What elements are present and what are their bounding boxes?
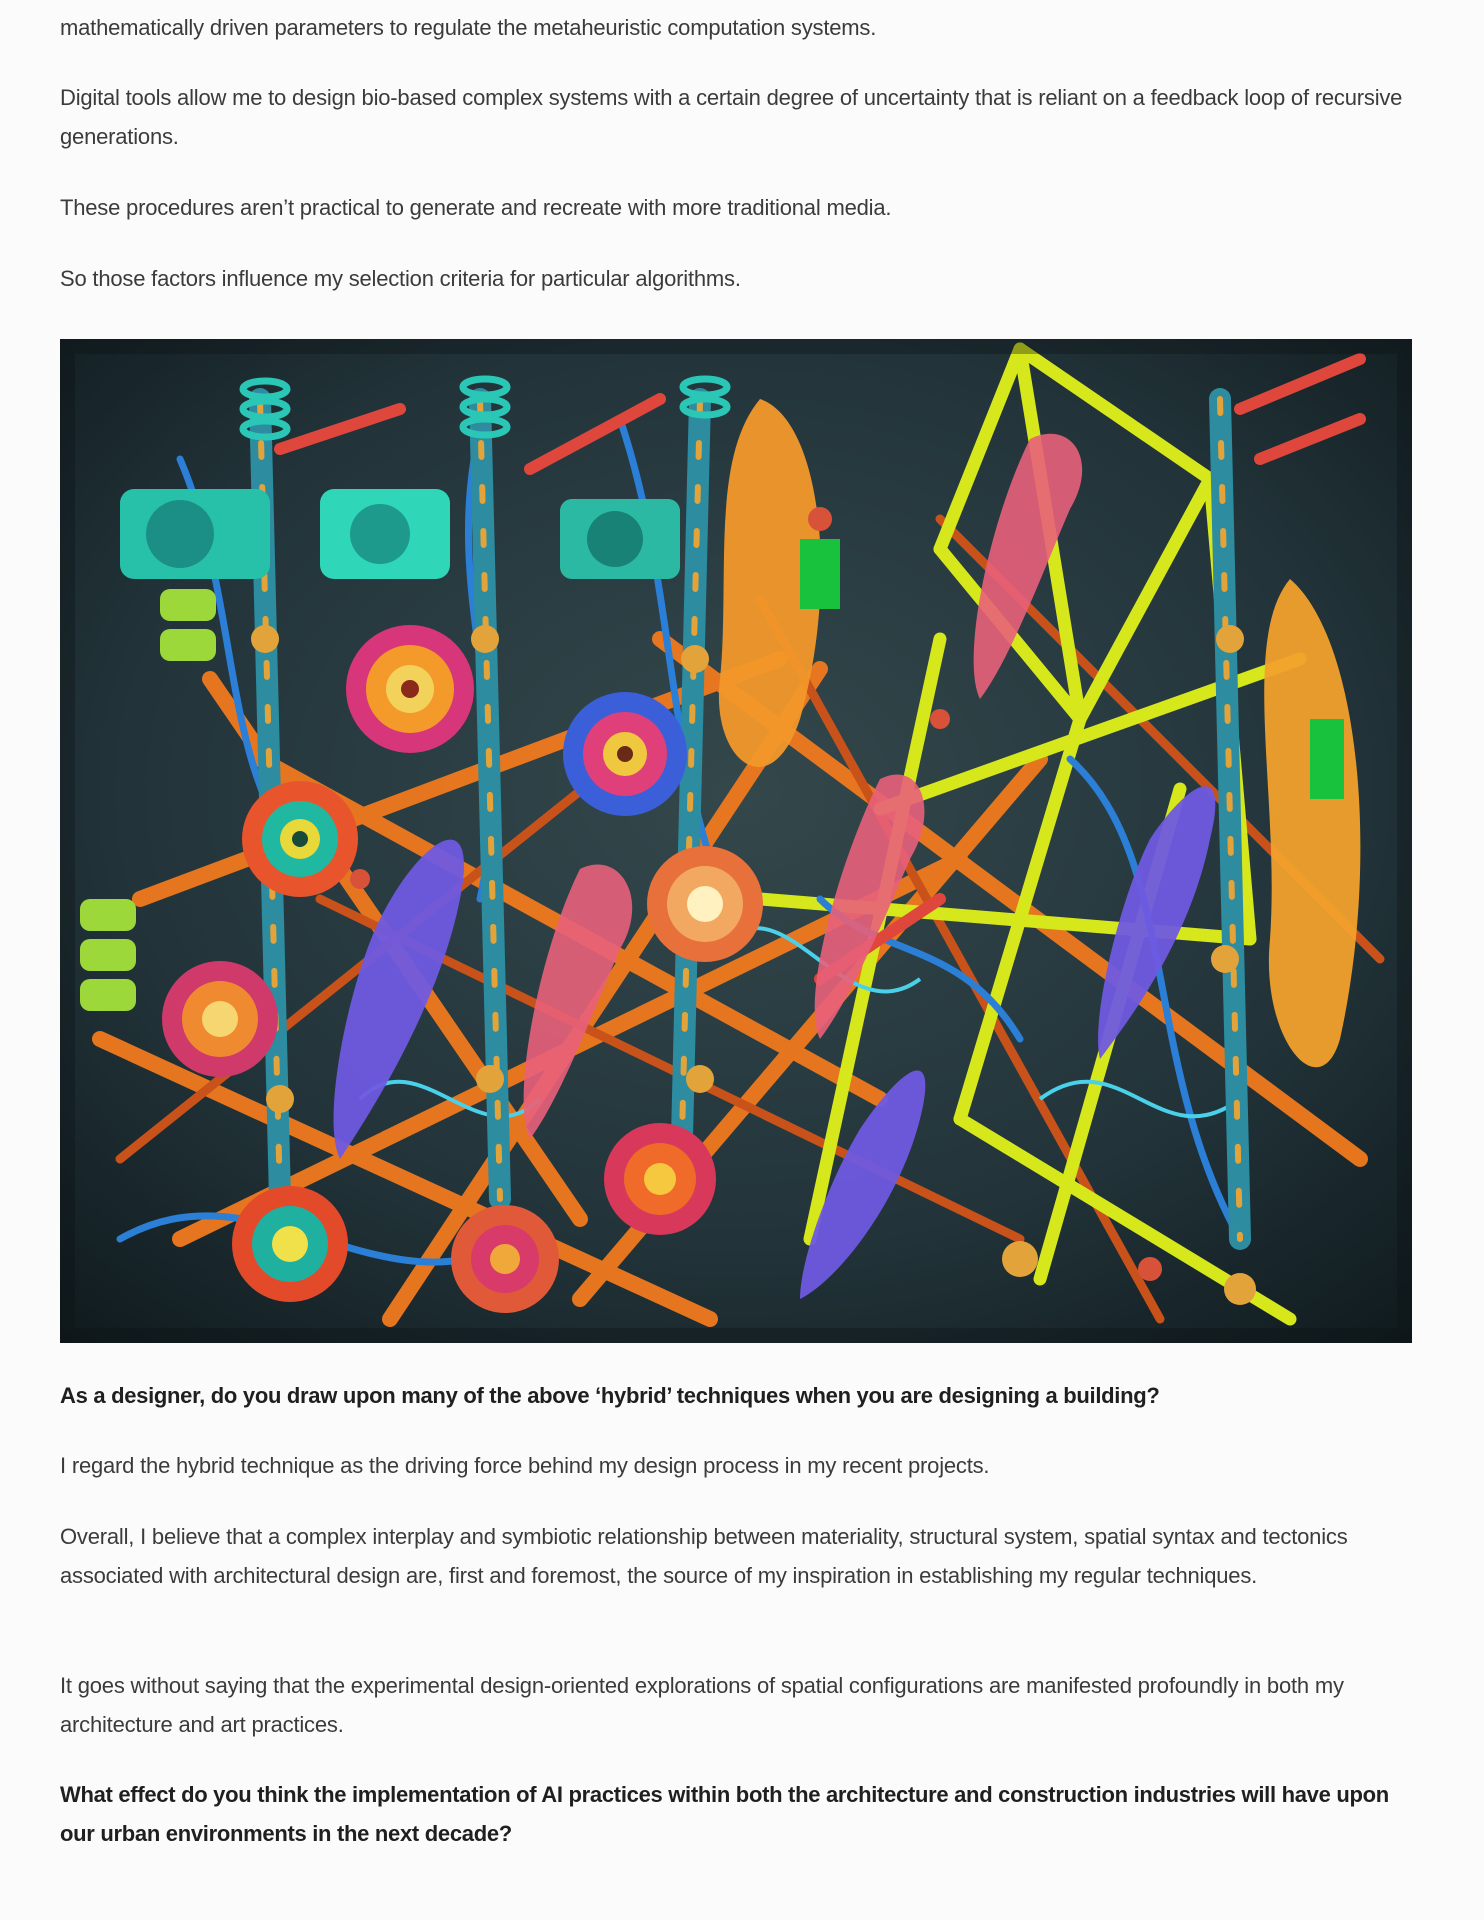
paragraph-metaheuristic: mathematically driven parameters to regulate the metaheuristic computation systems.: [60, 15, 877, 40]
question-hybrid-techniques: As a designer, do you draw upon many of the above ‘hybrid’ techniques when you are designing a building?: [60, 1383, 1160, 1408]
paragraph-selection-criteria: So those factors influence my selection criteria for particular algorithms.: [60, 266, 741, 291]
paragraph-spatial-configurations: It goes without saying that the experimental design-oriented explorations of spatial configurations are manifested profoundly in both my architecture and art practices.: [60, 1673, 1344, 1737]
paragraph-traditional-media: These procedures aren’t practical to generate and recreate with more traditional media.: [60, 195, 892, 220]
artwork-illustration: [60, 339, 1412, 1343]
paragraph-digital-tools: Digital tools allow me to design bio-based complex systems with a certain degree of uncertainty that is reliant on a feedback loop of recursive generations.: [60, 85, 1403, 149]
paragraph-driving-force: I regard the hybrid technique as the driving force behind my design process in my recent projects.: [60, 1453, 990, 1478]
paragraph-complex-interplay: Overall, I believe that a complex interplay and symbiotic relationship between materiality, structural system, spatial syntax and tectonics associated with architectural design are, first and foremost, the source of my inspiration in establishing my regular techniques.: [60, 1524, 1348, 1588]
artwork-image: [60, 339, 1412, 1343]
question-ai-practices: What effect do you think the implementation of AI practices within both the architecture and construction industries will have upon our urban environments in the next decade?: [60, 1782, 1389, 1846]
